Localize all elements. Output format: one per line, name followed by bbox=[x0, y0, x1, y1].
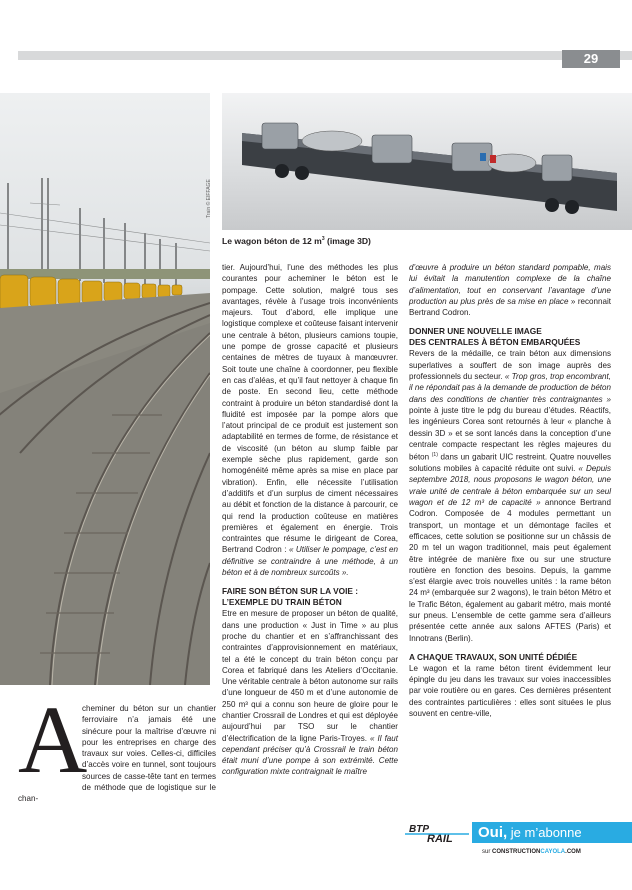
subscribe-site-link[interactable]: sur CONSTRUCTIONCAYOLA.COM bbox=[482, 849, 581, 855]
lead-text: cheminer du béton sur un chantier ferroviaire n’a jamais été une sinécure pour la maîtrise d’œuvre ni pour les entreprises en charge des travaux sur voies. Celles-ci, difficiles d’accès voire en tunnel, sont toujours sources de casse-tête tant en termes de méthode que de logistique sur le chan- bbox=[18, 704, 216, 804]
paragraph: Revers de la médaille, ce train béton aux dimensions superlatives a souffert de son image auprès des professionnels du secteur. « Trop gros, trop encombrant, il ne répondait pas à la demande de production de béton dans des conditions de chantier très contraignantes » pointe à juste titre le pdg du bureau d’études. Réactifs, les ingénieurs Corea sont retournés à leur « planche à dessin 3D » et se sont lancés dans la conception d’une centrale compacte respectant les règles majeures du béton $^{(1)}$ dans un gabarit UIC restreint. Quatre nouvelles solutions mobiles à capacité réduite ont suivi. « Depuis septembre 2018, nous proposons le wagon béton, une vraie unité de centrale à béton embarquée sur un seul wagon et de 12 m³ de capacité » annonce Bertrand Codron. Composée de 4 modules permettant un transport, un montage et un démontage faciles et efficaces, cette solution se positionne sur un châssis de 20 m tel un wagon traditionnel, mais peut également être intégrée de manière fixe ou sur une structure routière en fonction des besoins. Depuis, la gamme s’est élargie avec trois nouvelles unités : la rame béton 24 m³ (embarquée sur 2 wagons), le train béton Métro et le Trafic Béton, également au gabarit métro, mais monté sur pneus. L’ensemble de cette gamme sera d’ailleurs présentée cette année aux salons AFTES (Paris) et Innotrans (Berlin). bbox=[409, 349, 611, 643]
subheading-train-beton: FAIRE SON BÉTON SUR LA VOIE : L’EXEMPLE DU TRAIN BÉTON bbox=[222, 586, 358, 608]
subheading-nouvelle-image: DONNER UNE NOUVELLE IMAGE DES CENTRALES À BÉTON EMBARQUÉES bbox=[409, 326, 581, 348]
svg-text:BTP: BTP bbox=[409, 824, 429, 835]
concrete-wagon-3d-image bbox=[222, 93, 632, 230]
paragraph: d’œuvre à produire un béton standard pompable, mais lui évitait la manutention complexe de la chaîne d’alimentation, tout en conservant l’avantage d’une production au plus près de sa mise en place » reconnait Bertrand Codron. bbox=[409, 263, 611, 318]
figure-caption: Le wagon béton de 12 $m^3$ (image 3D) bbox=[222, 236, 371, 246]
railway-photo bbox=[0, 93, 210, 685]
btp-rail-logo-mark bbox=[403, 823, 475, 843]
article-column-2 bbox=[222, 262, 398, 778]
concrete-wagon-illustration bbox=[222, 93, 632, 230]
paragraph: tier. Aujourd’hui, l’une des méthodes les plus courantes pour acheminer le béton est le pompage. Cette solution, malgré tous ses avantages, révèle à l’usage trois inconvénients majeurs. Tout d’abord, elle implique une logistique complexe et coûteuse faisant intervenir une centrale à béton, plusieurs camions toupie, une pompe de grosse capacité et plusieurs centaines de mètres de tuyaux à manœuvrer. Soit toute une chaîne à coordonner, peu flexible en cas d’aléas, et qu’il faut nettoyer à chaque fin de poste. En second lieu, cette méthode contraint à produire un béton standardisé dont la fluidité est imposée par la pompe alors que l’atout principal de ce produit est justement son adaptabilité en termes de forme, de résistance et de viscosité (un béton au slump faible par exemple sèche plus rapidement, garde son homogénéité même après sa mise en place par vibration). Enfin, elle nécessite l’utilisation d’additifs et d’un surplus de ciment nécessaires au débit et fonction de la distance à parcourir, ce qui rend la production coûteuse en matières premières et également en énergie. Trois contraintes que résume le dirigeant de Corea, Bertrand Codron : « Utiliser le pompage, c’est en définitive se contraindre à une méthode, à un béton et à de nombreux surcoûts ». bbox=[222, 263, 398, 578]
subscribe-button[interactable]: Oui, je m’abonne bbox=[472, 822, 632, 843]
btp-rail-logo bbox=[403, 823, 475, 843]
railway-photo-illustration bbox=[0, 93, 210, 685]
svg-text:RAIL: RAIL bbox=[427, 833, 453, 843]
lead-paragraph bbox=[18, 686, 216, 805]
photo-credit: Train © EIFFAGE bbox=[206, 179, 212, 218]
header-rule bbox=[18, 51, 632, 60]
drop-cap: A bbox=[18, 686, 88, 793]
page-number: 29 bbox=[562, 50, 620, 68]
article-column-3 bbox=[409, 262, 611, 719]
paragraph: Le wagon et la rame béton tirent évidemment leur épingle du jeu dans les travaux sur voies inaccessibles par voie routière ou en gares. Ces dernières présentent des contraintes particulières : elles sont situées le plus souvent en centre-ville, bbox=[409, 663, 611, 719]
paragraph: Etre en mesure de proposer un béton de qualité, dans une production « Just in Time » au plus proche du chantier et en s’affranchissant des contraintes d’approvisionnement en matériaux, tel a été le concept du train béton conçu par Corea et fabriqué dans les Ateliers d’Occitanie. Une véritable centrale à béton autonome sur rails d’une longueur de 450 m et d’une autonomie de 250 m³ qui a connu son heure de gloire pour le chantier Crossrail de Londres et qui est déployée aujourd’hui par TSO sur le chantier d’électrification de la ligne Paris-Troyes. « Il faut cependant préciser qu’à Crossrail le train béton était muni d’une pompe à son extrémité. Cette configuration mixte contraignait le maître bbox=[222, 609, 398, 777]
subheading-unite-dediee: A CHAQUE TRAVAUX, SON UNITÉ DÉDIÉE bbox=[409, 651, 578, 662]
